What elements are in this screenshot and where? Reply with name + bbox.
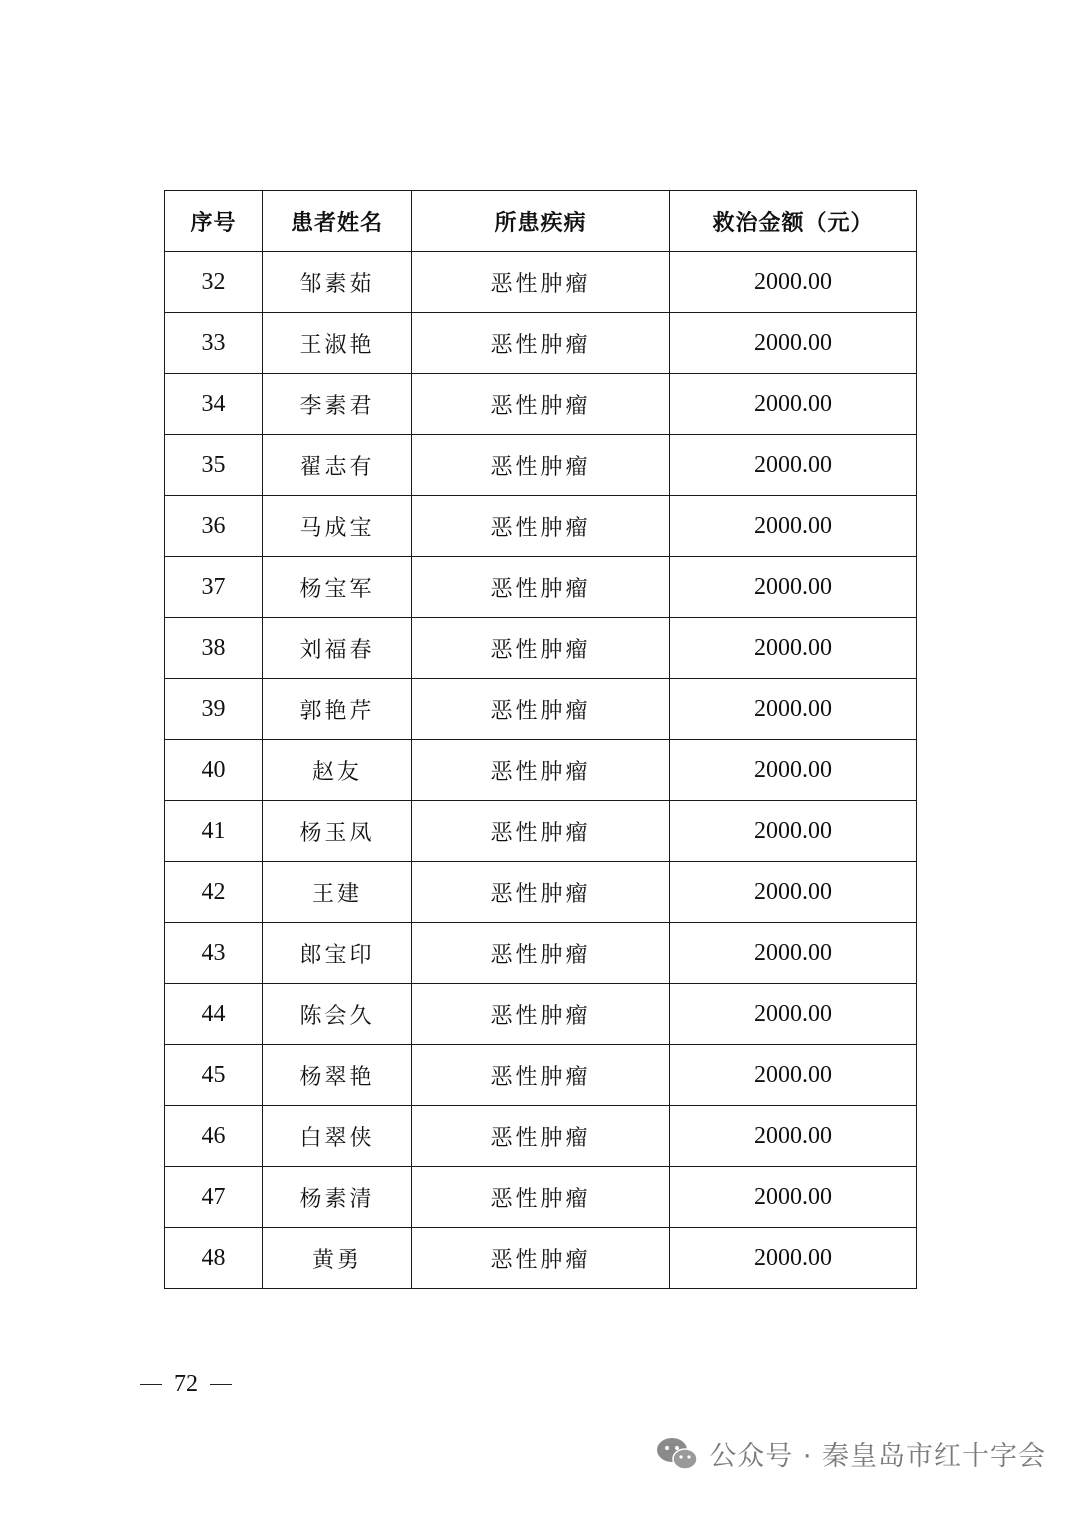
page-number-dash-left — [140, 1384, 162, 1386]
header-amount: 救治金额（元） — [670, 191, 917, 252]
aid-amount: 2000.00 — [670, 801, 917, 862]
patient-name: 杨素清 — [263, 1167, 412, 1228]
table-row — [165, 374, 917, 435]
table-row — [165, 1106, 917, 1167]
disease: 恶性肿瘤 — [412, 618, 670, 679]
table-row — [165, 618, 917, 679]
disease: 恶性肿瘤 — [412, 740, 670, 801]
aid-amount: 2000.00 — [670, 1167, 917, 1228]
table-row — [165, 1167, 917, 1228]
table-row — [165, 1228, 917, 1289]
aid-amount: 2000.00 — [670, 679, 917, 740]
patient-name: 赵友 — [263, 740, 412, 801]
aid-amount: 2000.00 — [670, 740, 917, 801]
table-header-row — [165, 191, 917, 252]
page-number-dash-right — [210, 1384, 232, 1386]
table-row — [165, 740, 917, 801]
header-disease: 所患疾病 — [412, 191, 670, 252]
row-index: 36 — [165, 496, 263, 557]
patient-name: 王淑艳 — [263, 313, 412, 374]
table-row — [165, 435, 917, 496]
disease: 恶性肿瘤 — [412, 374, 670, 435]
patient-name: 郎宝印 — [263, 923, 412, 984]
row-index: 33 — [165, 313, 263, 374]
aid-amount: 2000.00 — [670, 313, 917, 374]
disease: 恶性肿瘤 — [412, 557, 670, 618]
aid-amount: 2000.00 — [670, 435, 917, 496]
row-index: 37 — [165, 557, 263, 618]
disease: 恶性肿瘤 — [412, 1167, 670, 1228]
row-index: 43 — [165, 923, 263, 984]
table-row — [165, 1045, 917, 1106]
patient-name: 郭艳芹 — [263, 679, 412, 740]
disease: 恶性肿瘤 — [412, 1045, 670, 1106]
row-index: 39 — [165, 679, 263, 740]
aid-amount: 2000.00 — [670, 252, 917, 313]
aid-amount: 2000.00 — [670, 923, 917, 984]
aid-amount: 2000.00 — [670, 618, 917, 679]
page-number-value: 72 — [174, 1371, 198, 1397]
header-index: 序号 — [165, 191, 263, 252]
row-index: 46 — [165, 1106, 263, 1167]
row-index: 47 — [165, 1167, 263, 1228]
patient-name: 王建 — [263, 862, 412, 923]
row-index: 44 — [165, 984, 263, 1045]
row-index: 35 — [165, 435, 263, 496]
patient-name: 杨翠艳 — [263, 1045, 412, 1106]
row-index: 48 — [165, 1228, 263, 1289]
aid-amount: 2000.00 — [670, 374, 917, 435]
table-body — [165, 252, 917, 1289]
patient-name: 白翠侠 — [263, 1106, 412, 1167]
patient-name: 杨玉凤 — [263, 801, 412, 862]
disease: 恶性肿瘤 — [412, 496, 670, 557]
table-row — [165, 496, 917, 557]
aid-amount: 2000.00 — [670, 1045, 917, 1106]
aid-amount: 2000.00 — [670, 1106, 917, 1167]
patient-name: 杨宝军 — [263, 557, 412, 618]
row-index: 42 — [165, 862, 263, 923]
disease: 恶性肿瘤 — [412, 1228, 670, 1289]
aid-amount: 2000.00 — [670, 984, 917, 1045]
row-index: 41 — [165, 801, 263, 862]
patient-name: 翟志有 — [263, 435, 412, 496]
row-index: 38 — [165, 618, 263, 679]
disease: 恶性肿瘤 — [412, 679, 670, 740]
patient-aid-table — [164, 190, 917, 1289]
table-row — [165, 984, 917, 1045]
wechat-watermark — [655, 1434, 1046, 1473]
disease: 恶性肿瘤 — [412, 1106, 670, 1167]
disease: 恶性肿瘤 — [412, 801, 670, 862]
patient-name: 黄勇 — [263, 1228, 412, 1289]
table-row — [165, 557, 917, 618]
patient-name: 陈会久 — [263, 984, 412, 1045]
page-number — [140, 1371, 232, 1398]
disease: 恶性肿瘤 — [412, 313, 670, 374]
patient-name: 邹素茹 — [263, 252, 412, 313]
patient-name: 刘福春 — [263, 618, 412, 679]
table-row — [165, 252, 917, 313]
header-patient-name: 患者姓名 — [263, 191, 412, 252]
row-index: 40 — [165, 740, 263, 801]
disease: 恶性肿瘤 — [412, 984, 670, 1045]
disease: 恶性肿瘤 — [412, 923, 670, 984]
aid-amount: 2000.00 — [670, 862, 917, 923]
disease: 恶性肿瘤 — [412, 435, 670, 496]
aid-amount: 2000.00 — [670, 557, 917, 618]
aid-amount: 2000.00 — [670, 1228, 917, 1289]
table-row — [165, 313, 917, 374]
row-index: 34 — [165, 374, 263, 435]
table-row — [165, 801, 917, 862]
patient-name: 马成宝 — [263, 496, 412, 557]
patient-name: 李素君 — [263, 374, 412, 435]
table-row — [165, 679, 917, 740]
table-row — [165, 923, 917, 984]
aid-amount: 2000.00 — [670, 496, 917, 557]
row-index: 45 — [165, 1045, 263, 1106]
watermark-text: 公众号 · 秦皇岛市红十字会 — [709, 1441, 1046, 1472]
row-index: 32 — [165, 252, 263, 313]
wechat-icon — [655, 1436, 699, 1472]
table-row — [165, 862, 917, 923]
disease: 恶性肿瘤 — [412, 252, 670, 313]
disease: 恶性肿瘤 — [412, 862, 670, 923]
